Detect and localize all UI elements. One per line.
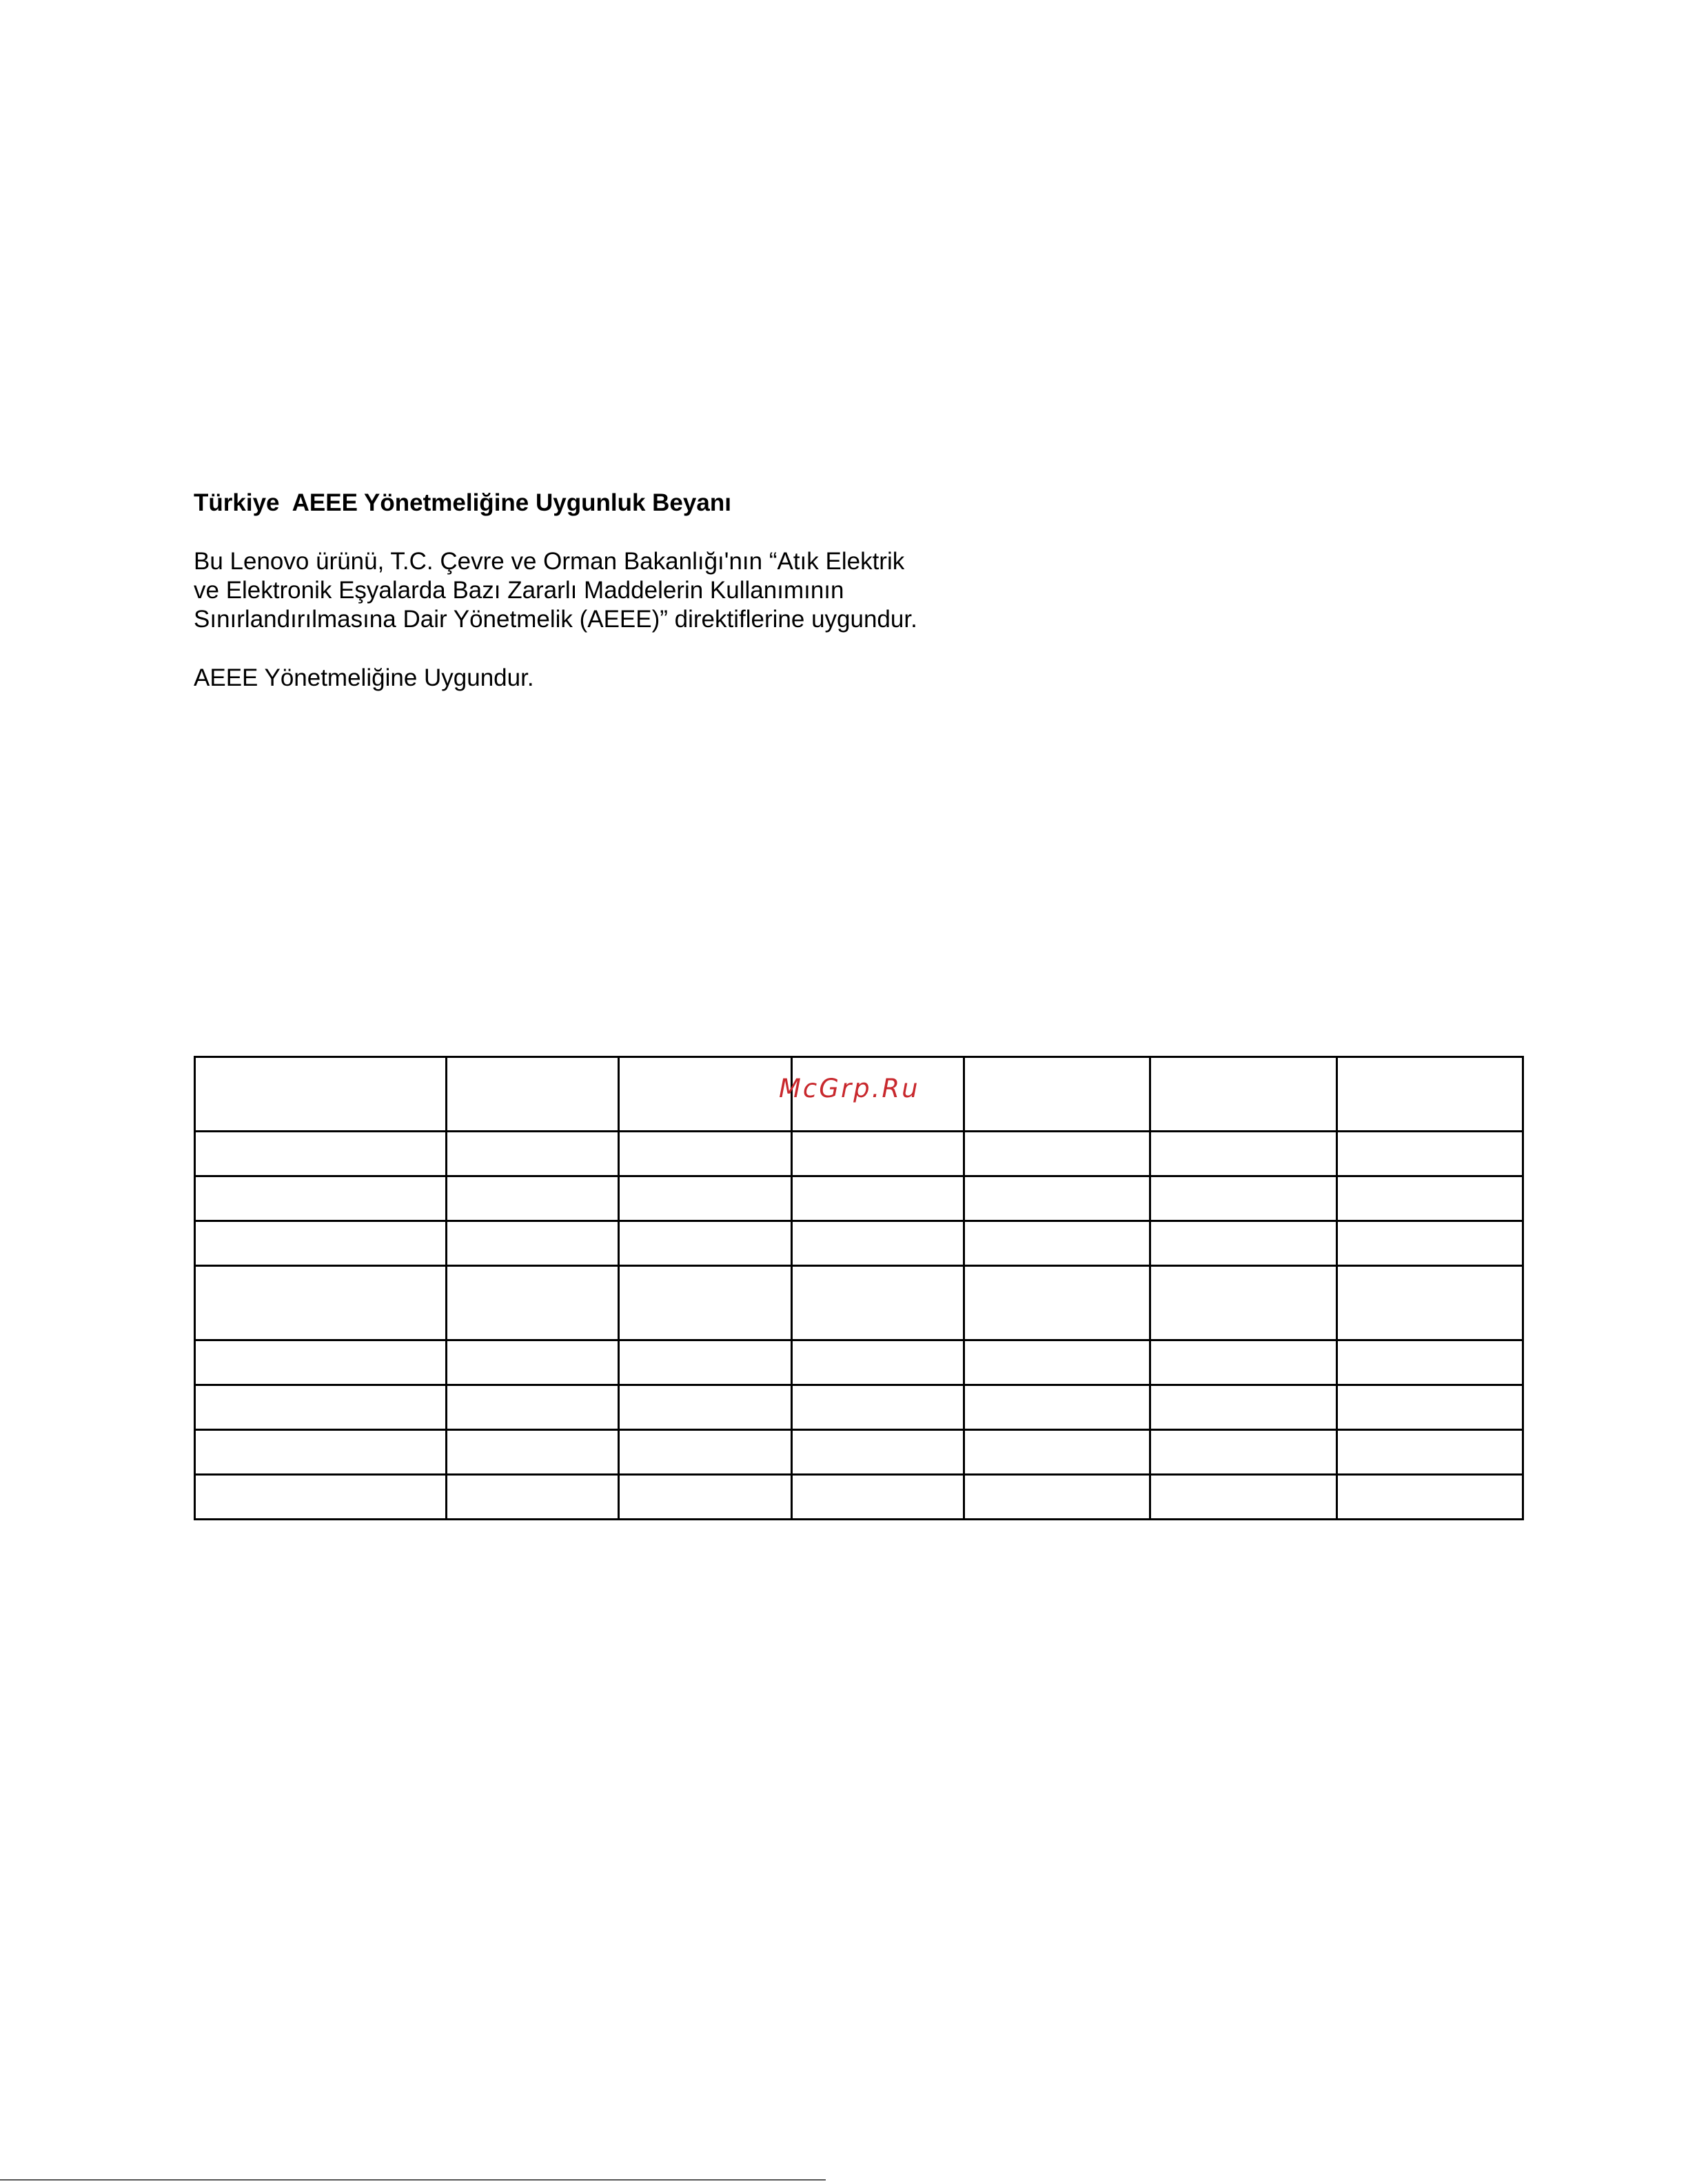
compliance-note: AEEE Yönetmeliğine Uygundur.	[194, 664, 534, 691]
table-row	[195, 1266, 1523, 1340]
table-row	[195, 1340, 1523, 1385]
table-cell	[791, 1221, 964, 1266]
table-cell	[1336, 1266, 1523, 1340]
table-cell	[964, 1385, 1150, 1430]
table-cell	[447, 1221, 619, 1266]
table-cell	[791, 1430, 964, 1475]
table-cell	[1150, 1132, 1336, 1176]
table-cell	[619, 1057, 791, 1132]
compliance-paragraph	[194, 547, 917, 634]
table-cell	[791, 1176, 964, 1221]
table-cell	[447, 1266, 619, 1340]
page-title: Türkiye AEEE Yönetmeliğine Uygunluk Beyanı	[194, 489, 731, 516]
table-cell	[1336, 1475, 1523, 1520]
paragraph-line: Bu Lenovo ürünü, T.C. Çevre ve Orman Bakanlığı'nın “Atık Elektrik	[194, 548, 905, 575]
table-cell	[195, 1057, 447, 1132]
table-cell	[964, 1475, 1150, 1520]
table-cell	[1150, 1340, 1336, 1385]
table-cell	[195, 1385, 447, 1430]
table-cell	[447, 1132, 619, 1176]
table-cell	[791, 1266, 964, 1340]
table-cell	[447, 1430, 619, 1475]
table-cell	[195, 1340, 447, 1385]
watermark-text: McGrp.Ru	[779, 1074, 920, 1103]
table-cell	[619, 1475, 791, 1520]
table-cell	[619, 1430, 791, 1475]
table-cell	[1336, 1340, 1523, 1385]
table-cell	[195, 1475, 447, 1520]
table-cell	[964, 1221, 1150, 1266]
table-row	[195, 1221, 1523, 1266]
table-cell	[1336, 1221, 1523, 1266]
table-cell	[195, 1266, 447, 1340]
table-cell	[964, 1132, 1150, 1176]
page-bottom-divider	[0, 2179, 826, 2181]
table-cell	[964, 1176, 1150, 1221]
table-cell	[791, 1475, 964, 1520]
table-row	[195, 1176, 1523, 1221]
table-cell	[447, 1176, 619, 1221]
table-cell	[1336, 1176, 1523, 1221]
table-cell	[1150, 1176, 1336, 1221]
table-cell	[195, 1221, 447, 1266]
table-cell	[1150, 1385, 1336, 1430]
table-cell	[619, 1340, 791, 1385]
table-cell	[964, 1340, 1150, 1385]
table-row	[195, 1132, 1523, 1176]
table-cell	[1150, 1057, 1336, 1132]
table-row	[195, 1475, 1523, 1520]
table-row	[195, 1430, 1523, 1475]
table-cell	[195, 1132, 447, 1176]
table-row	[195, 1385, 1523, 1430]
table-cell	[1336, 1430, 1523, 1475]
table-cell	[964, 1430, 1150, 1475]
paragraph-line: Sınırlandırılmasına Dair Yönetmelik (AEEE)” direktiflerine uygundur.	[194, 606, 917, 633]
table-cell	[619, 1221, 791, 1266]
table-cell	[619, 1385, 791, 1430]
table-cell	[195, 1176, 447, 1221]
table-cell	[195, 1430, 447, 1475]
paragraph-line: ve Elektronik Eşyalarda Bazı Zararlı Maddelerin Kullanımının	[194, 577, 844, 604]
table-cell	[1150, 1221, 1336, 1266]
table-cell	[619, 1176, 791, 1221]
table-cell	[447, 1475, 619, 1520]
table-cell	[1336, 1132, 1523, 1176]
table-cell	[619, 1132, 791, 1176]
table-cell	[619, 1266, 791, 1340]
table-cell	[1150, 1266, 1336, 1340]
table-cell	[964, 1057, 1150, 1132]
table-cell	[791, 1385, 964, 1430]
table-cell	[447, 1385, 619, 1430]
table-cell	[1150, 1475, 1336, 1520]
table-cell	[447, 1057, 619, 1132]
table-cell	[964, 1266, 1150, 1340]
table-cell	[1336, 1385, 1523, 1430]
table-cell	[791, 1340, 964, 1385]
empty-table	[194, 1056, 1524, 1520]
table-cell	[1150, 1430, 1336, 1475]
table-cell	[791, 1132, 964, 1176]
table-cell	[447, 1340, 619, 1385]
table-cell	[1336, 1057, 1523, 1132]
